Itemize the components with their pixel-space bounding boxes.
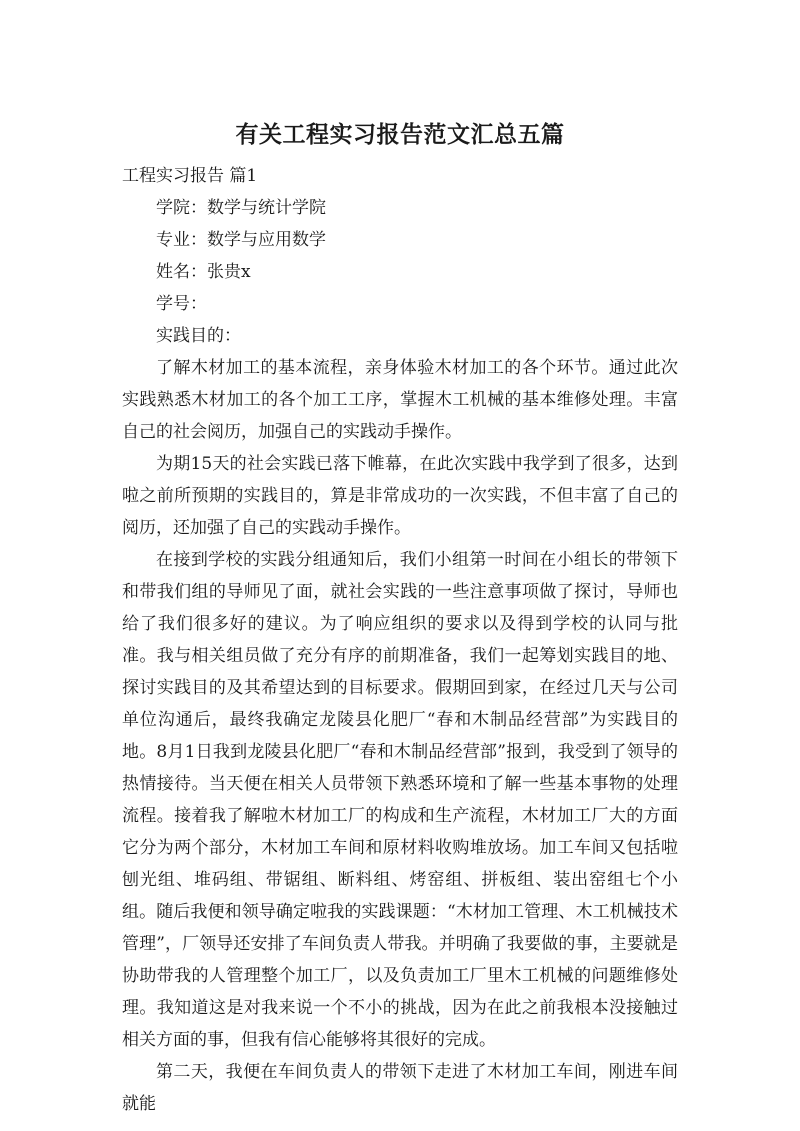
paragraph: 了解木材加工的基本流程，亲身体验木材加工的各个环节。通过此次实践熟悉木材加工的各个加工工序，掌握木工机械的基本维修处理。丰富自己的社会阅历，加强自己的实践动手操作。 bbox=[122, 358, 678, 442]
info-name: 姓名：张贵x bbox=[156, 262, 251, 282]
section-heading: 工程实习报告 篇1 bbox=[122, 166, 258, 186]
paragraph: 第二天，我便在车间负责人的带领下走进了木材加工车间，刚进车间就能 bbox=[122, 1062, 678, 1114]
document-body bbox=[122, 160, 678, 1120]
document-title: 有关工程实习报告范文汇总五篇 bbox=[235, 122, 565, 148]
info-college: 学院：数学与统计学院 bbox=[156, 198, 326, 218]
practice-purpose-heading: 实践目的： bbox=[156, 326, 241, 346]
info-student-id: 学号： bbox=[156, 294, 207, 314]
paragraph: 在接到学校的实践分组通知后，我们小组第一时间在小组长的带领下和带我们组的导师见了面，就社会实践的一些注意事项做了探讨，导师也给了我们很多好的建议。为了响应组织的要求以及得到学校的认同与批准。我与相关组员做了充分有序的前期准备，我们一起筹划实践目的地、探讨实践目的及其希望达到的目标要求。假期回到家，在经过几天与公司单位沟通后，最终我确定龙陵县化肥厂“春和木制品经营部”为实践目的地。8月1日我到龙陵县化肥厂“春和木制品经营部”报到，我受到了领导的热情接待。当天便在相关人员带领下熟悉环境和了解一些基本事物的处理流程。接着我了解啦木材加工厂的构成和生产流程，木材加工厂大的方面它分为两个部分，木材加工车间和原材料收购堆放场。加工车间又包括啦刨光组、堆码组、带锯组、断料组、烤窑组、拼板组、装出窑组七个小组。随后我便和领导确定啦我的实践课题：“木材加工管理、木工机械技术管理”，厂领导还安排了车间负责人带我。并明确了我要做的事，主要就是协助带我的人管理整个加工厂，以及负责加工厂里木工机械的问题维修处理。我知道这是对我来说一个不小的挑战，因为在此之前我根本没接触过相关方面的事，但我有信心能够将其很好的完成。 bbox=[122, 550, 678, 1050]
info-major: 专业：数学与应用数学 bbox=[156, 230, 326, 250]
paragraph: 为期15天的社会实践已落下帷幕，在此次实践中我学到了很多，达到啦之前所预期的实践目的，算是非常成功的一次实践，不但丰富了自己的阅历，还加强了自己的实践动手操作。 bbox=[122, 454, 678, 538]
